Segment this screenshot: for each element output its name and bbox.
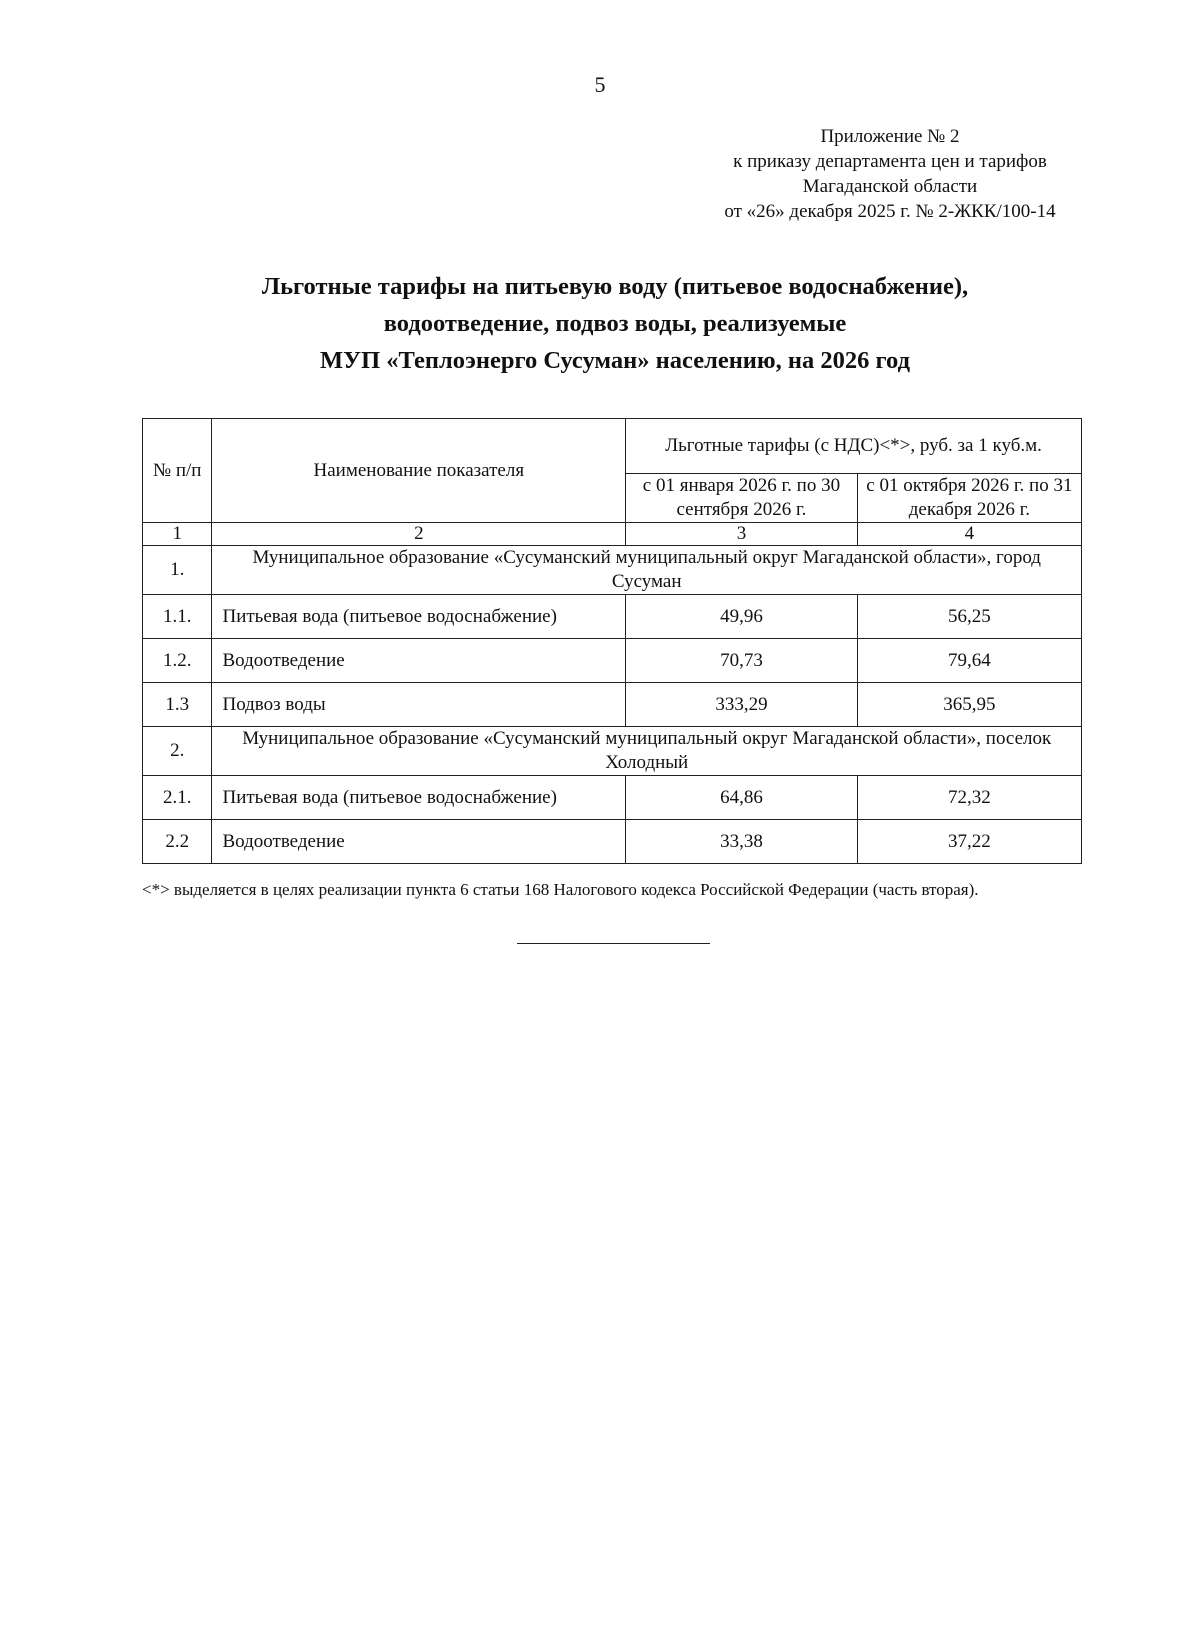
row-value-period-1: 33,38 <box>626 820 858 864</box>
row-num: 1.2. <box>143 639 212 683</box>
row-value-period-2: 79,64 <box>857 639 1081 683</box>
section-name: Муниципальное образование «Сусуманский муниципальный округ Магаданской области», поселок Холодный <box>212 727 1082 776</box>
appendix-line: Магаданской области <box>802 176 978 197</box>
header-tariff-group: Льготные тарифы (с НДС)<*>, руб. за 1 куб.м. <box>626 419 1082 474</box>
closing-rule-divider <box>517 943 710 944</box>
row-num: 2.1. <box>143 776 212 820</box>
row-value-period-2: 37,22 <box>857 820 1081 864</box>
table-row <box>143 639 1082 683</box>
header-period-1: с 01 января 2026 г. по 30 сентября 2026 г. <box>626 474 858 523</box>
title-line: водоотведение, подвоз воды, реализуемые <box>383 310 847 337</box>
appendix-line: Приложение № 2 <box>820 126 960 147</box>
table-row <box>143 776 1082 820</box>
document-title <box>150 268 1080 379</box>
column-number: 3 <box>626 523 858 546</box>
title-line: Льготные тарифы на питьевую воду (питьевое водоснабжение), <box>261 273 969 300</box>
section-row <box>143 546 1082 595</box>
table-header-row <box>143 419 1082 474</box>
footnote: <*> выделяется в целях реализации пункта 6 статьи 168 Налогового кодекса Российской Федерации (часть вторая). <box>142 880 979 899</box>
section-num: 1. <box>143 546 212 595</box>
row-value-period-2: 365,95 <box>857 683 1081 727</box>
table-row <box>143 595 1082 639</box>
row-name: Водоотведение <box>212 639 626 683</box>
section-num: 2. <box>143 727 212 776</box>
appendix-line: к приказу департамента цен и тарифов <box>733 151 1047 172</box>
column-number: 2 <box>212 523 626 546</box>
tariff-table <box>142 418 1082 864</box>
column-number: 4 <box>857 523 1081 546</box>
header-num: № п/п <box>143 419 212 523</box>
row-value-period-2: 56,25 <box>857 595 1081 639</box>
row-name: Питьевая вода (питьевое водоснабжение) <box>212 595 626 639</box>
appendix-line: от «26» декабря 2025 г. № 2-ЖКК/100-14 <box>724 201 1056 222</box>
row-name: Питьевая вода (питьевое водоснабжение) <box>212 776 626 820</box>
title-line: МУП «Теплоэнерго Сусуман» населению, на 2026 год <box>320 347 910 374</box>
header-period-2: с 01 октября 2026 г. по 31 декабря 2026 г. <box>857 474 1081 523</box>
row-name: Подвоз воды <box>212 683 626 727</box>
section-row <box>143 727 1082 776</box>
section-name: Муниципальное образование «Сусуманский муниципальный округ Магаданской области», город Сусуман <box>212 546 1082 595</box>
page-number: 5 <box>594 72 606 97</box>
table-row <box>143 683 1082 727</box>
appendix-block <box>690 124 1090 224</box>
row-value-period-1: 49,96 <box>626 595 858 639</box>
row-num: 2.2 <box>143 820 212 864</box>
row-num: 1.3 <box>143 683 212 727</box>
row-value-period-1: 333,29 <box>626 683 858 727</box>
header-name: Наименование показателя <box>212 419 626 523</box>
column-number: 1 <box>143 523 212 546</box>
row-value-period-2: 72,32 <box>857 776 1081 820</box>
row-name: Водоотведение <box>212 820 626 864</box>
column-numbers-row <box>143 523 1082 546</box>
row-num: 1.1. <box>143 595 212 639</box>
row-value-period-1: 70,73 <box>626 639 858 683</box>
table-row <box>143 820 1082 864</box>
row-value-period-1: 64,86 <box>626 776 858 820</box>
